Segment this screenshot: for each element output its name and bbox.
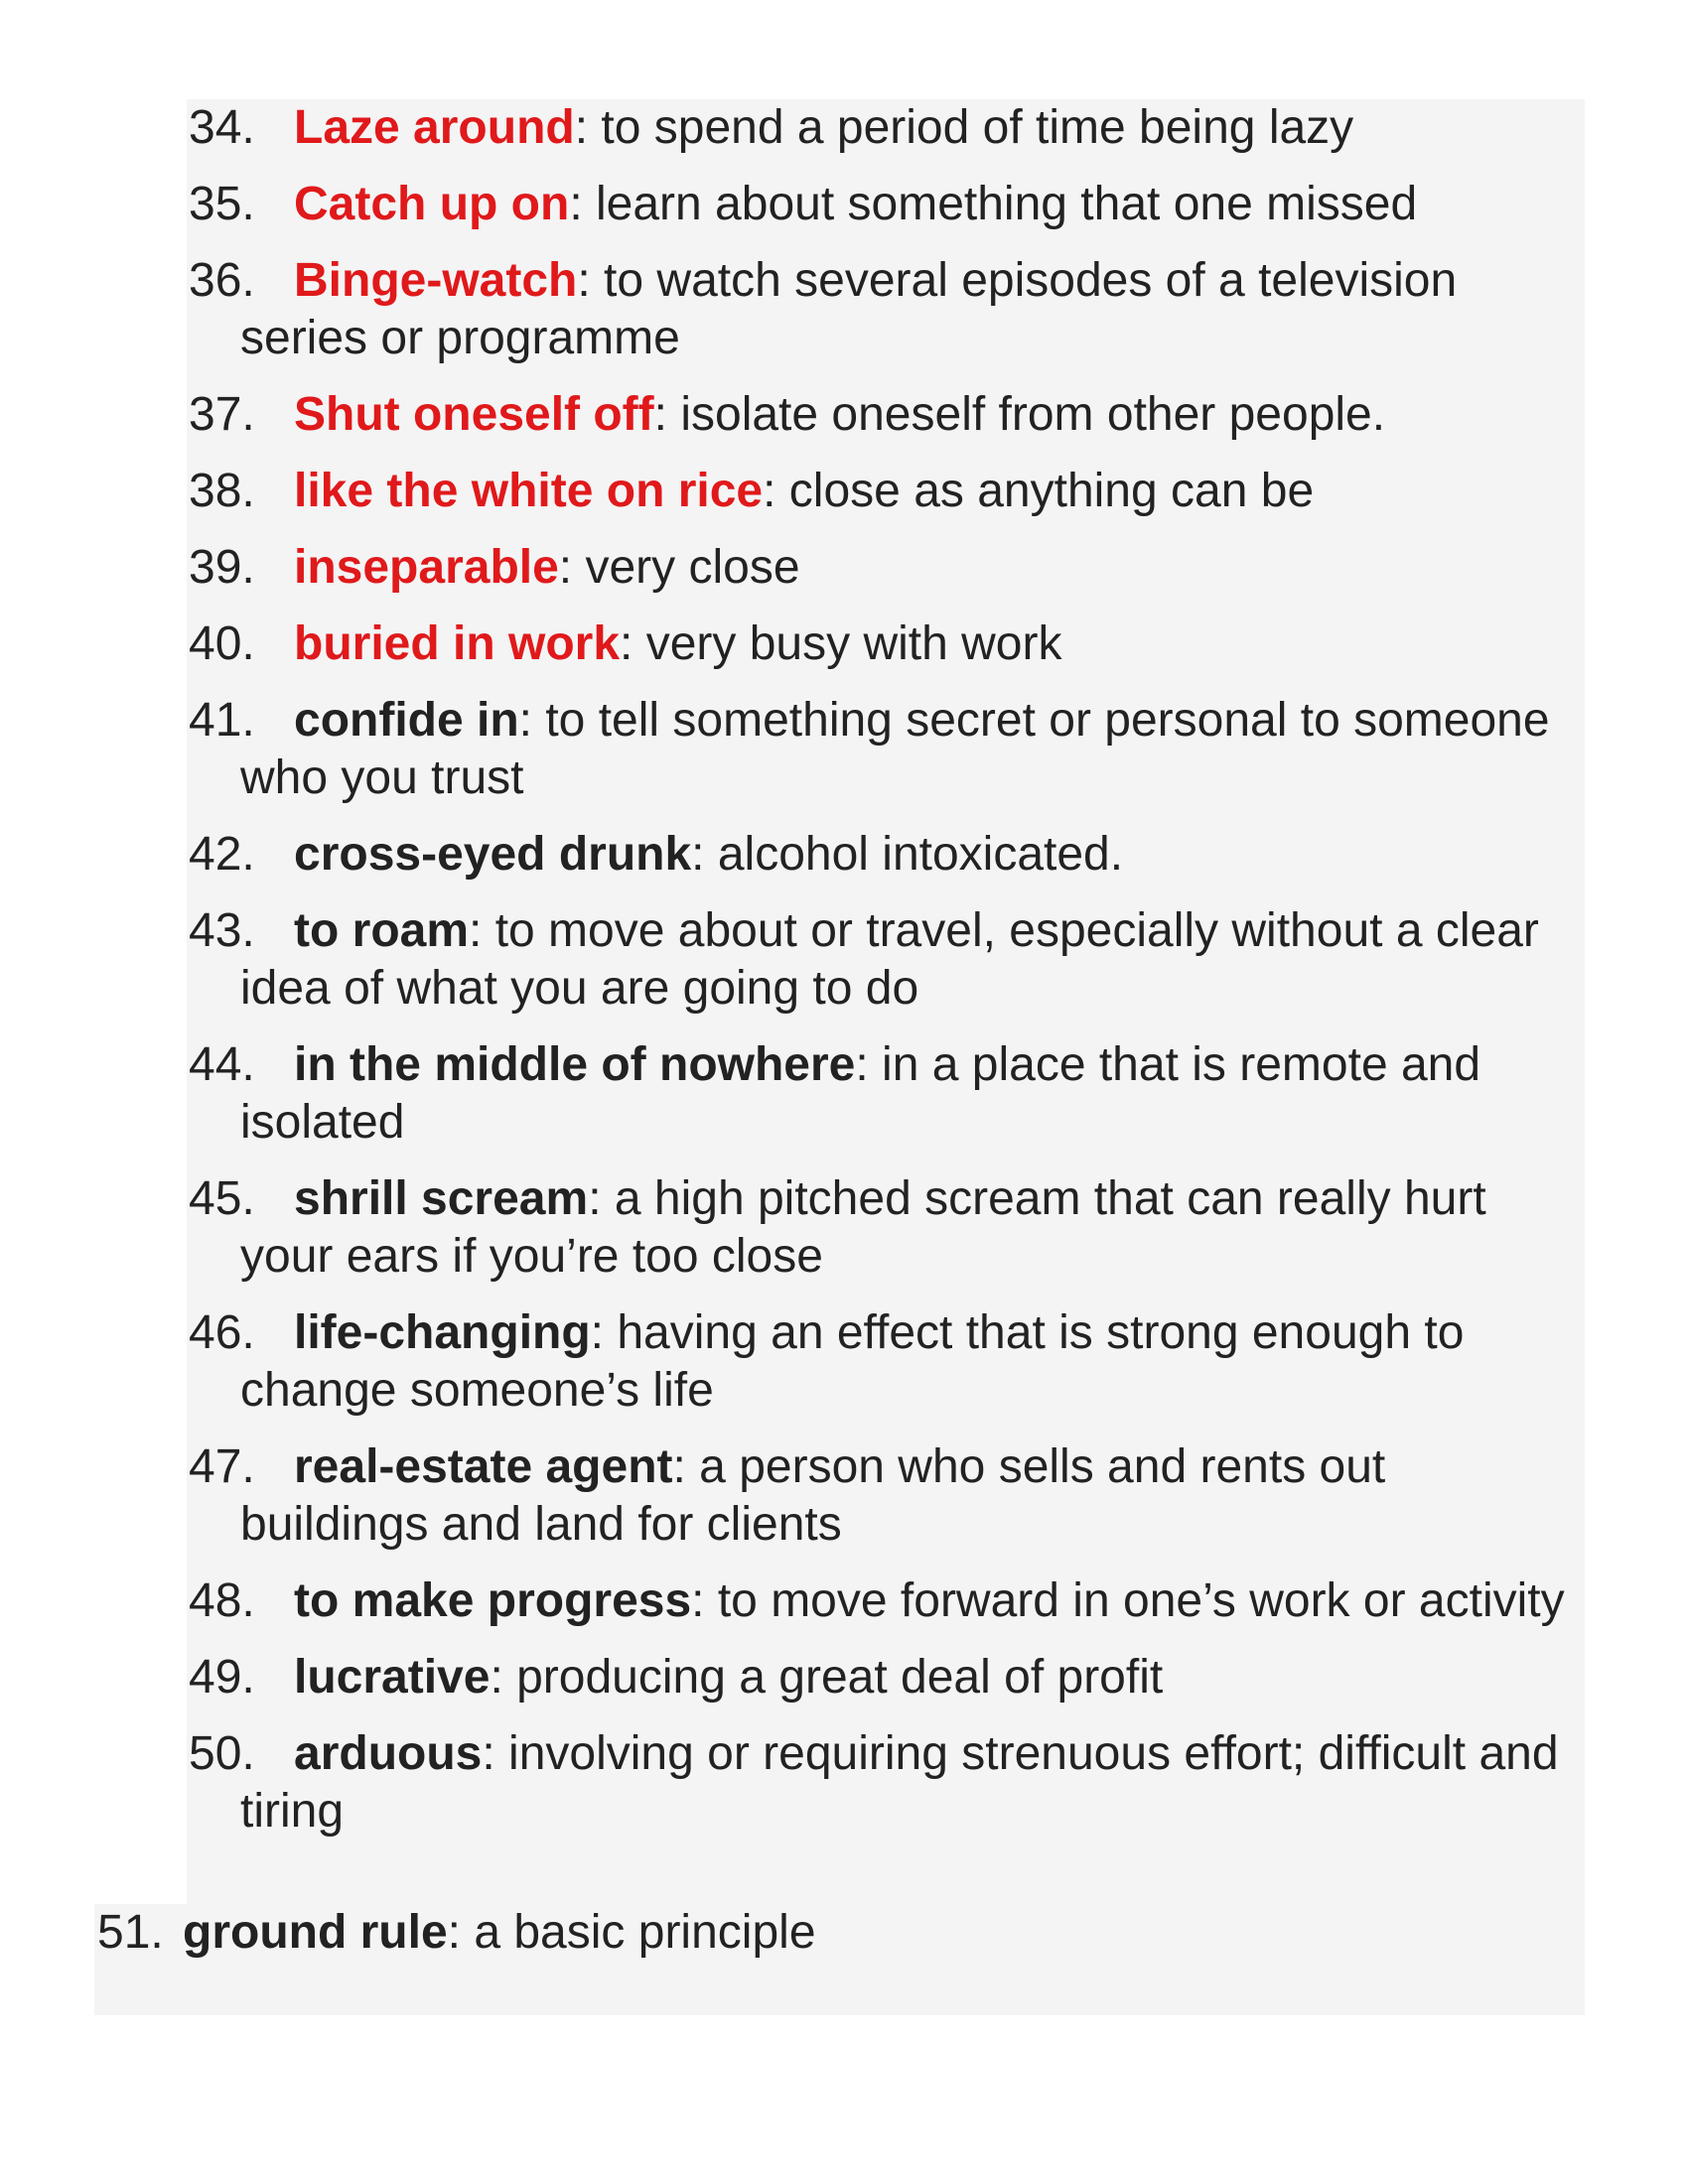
list-item — [189, 1649, 1579, 1706]
item-number: 39. — [189, 541, 255, 594]
vocabulary-list — [189, 99, 1579, 1859]
item-term: shrill scream — [294, 1172, 589, 1225]
list-item — [189, 99, 1579, 157]
item-number: 35. — [189, 178, 255, 230]
item-number: 44. — [189, 1038, 255, 1091]
item-number: 36. — [189, 254, 255, 307]
item-number: 41. — [189, 694, 255, 747]
item-term: Shut oneself off — [294, 388, 654, 441]
item-number: 49. — [189, 1651, 255, 1704]
item-number: 40. — [189, 617, 255, 670]
item-term: to roam — [294, 904, 470, 957]
item-number: 34. — [189, 101, 255, 154]
item-definition: : having an effect that is strong enough to change someone’s life — [240, 1306, 1465, 1417]
item-term: confide in — [294, 694, 519, 747]
item-number: 50. — [189, 1727, 255, 1780]
item-definition: : producing a great deal of profit — [490, 1651, 1164, 1704]
item-number: 46. — [189, 1306, 255, 1359]
item-number: 42. — [189, 828, 255, 881]
item-term: Binge-watch — [294, 254, 578, 307]
item-term: lucrative — [294, 1651, 491, 1704]
list-item — [189, 1304, 1579, 1420]
item-term: in the middle of nowhere — [294, 1038, 856, 1091]
list-item — [189, 615, 1579, 673]
item-term: inseparable — [294, 541, 559, 594]
item-term: real-estate agent — [294, 1440, 673, 1493]
item-definition: : isolate oneself from other people. — [653, 388, 1386, 441]
list-item — [189, 902, 1579, 1018]
item-definition: : a basic principle — [447, 1906, 816, 1959]
list-item-last — [97, 1904, 816, 1962]
list-item — [189, 692, 1579, 807]
item-definition: : alcohol intoxicated. — [691, 828, 1124, 881]
item-number: 38. — [189, 465, 255, 517]
item-definition: : to spend a period of time being lazy — [574, 101, 1354, 154]
item-definition: : a high pitched scream that can really hurt your ears if you’re too close — [240, 1172, 1486, 1283]
item-number: 47. — [189, 1440, 255, 1493]
item-number: 43. — [189, 904, 255, 957]
item-number: 37. — [189, 388, 255, 441]
list-item — [189, 1438, 1579, 1554]
item-definition: : learn about something that one missed — [569, 178, 1418, 230]
item-term: life-changing — [294, 1306, 591, 1359]
item-term: arduous — [294, 1727, 483, 1780]
item-term: ground rule — [183, 1906, 448, 1959]
list-item — [189, 176, 1579, 233]
item-number: 48. — [189, 1574, 255, 1627]
item-definition: : very close — [558, 541, 800, 594]
item-definition: : to move about or travel, especially without a clear idea of what you are going to do — [240, 904, 1539, 1015]
list-item — [189, 1170, 1579, 1286]
item-definition: : involving or requiring strenuous effort; difficult and tiring — [240, 1727, 1559, 1838]
item-term: to make progress — [294, 1574, 692, 1627]
list-item — [189, 826, 1579, 884]
item-term: buried in work — [294, 617, 621, 670]
list-item — [189, 539, 1579, 597]
item-term: Catch up on — [294, 178, 570, 230]
item-definition: : a person who sells and rents out buildings and land for clients — [240, 1440, 1386, 1551]
list-item — [189, 1725, 1579, 1841]
item-definition: : very busy with work — [620, 617, 1062, 670]
item-definition: : to move forward in one’s work or activity — [691, 1574, 1565, 1627]
item-number: 51. — [97, 1906, 164, 1959]
list-item — [189, 386, 1579, 444]
item-definition: : close as anything can be — [763, 465, 1315, 517]
list-item — [189, 463, 1579, 520]
list-item — [189, 1036, 1579, 1152]
item-term: cross-eyed drunk — [294, 828, 692, 881]
item-number: 45. — [189, 1172, 255, 1225]
list-item — [189, 252, 1579, 367]
item-term: Laze around — [294, 101, 575, 154]
item-term: like the white on rice — [294, 465, 764, 517]
list-item — [189, 1572, 1579, 1630]
item-definition: : to watch several episodes of a television series or programme — [240, 254, 1458, 364]
item-definition: : in a place that is remote and isolated — [240, 1038, 1481, 1149]
item-definition: : to tell something secret or personal to someone who you trust — [240, 694, 1550, 804]
